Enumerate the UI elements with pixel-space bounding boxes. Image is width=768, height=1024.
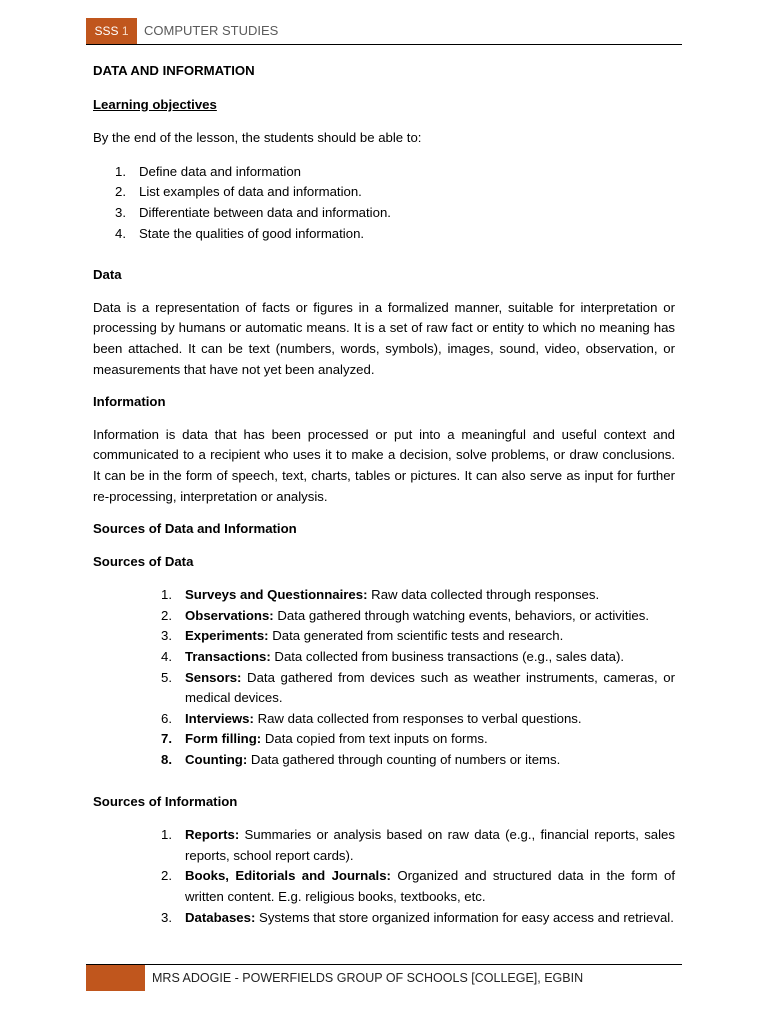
item-desc: Raw data collected from responses to verbal questions. — [253, 710, 582, 726]
footer-accent-block — [86, 965, 145, 991]
item-number: 3. — [161, 909, 172, 925]
item-text: Differentiate between data and information. — [139, 204, 391, 220]
item-desc: Data gathered from devices such as weather instruments, cameras, or medical devices. — [185, 669, 675, 706]
item-number: 4. — [161, 649, 172, 665]
item-desc: Systems that store organized information for easy access and retrieval. — [255, 909, 674, 925]
objectives-heading: Learning objectives — [93, 96, 217, 112]
item-term: Form filling: — [185, 731, 262, 747]
item-term: Interviews: — [185, 710, 254, 726]
list-item — [139, 825, 675, 866]
list-item — [139, 729, 675, 750]
data-paragraph: Data is a representation of facts or figures in a formalized manner, suitable for interpretation or processing by humans or automatic means. It is a set of raw fact or entity to which no meaning has been attached. It can be text (numbers, words, symbols), images, sound, video, observation, or measurements that have not yet been analyzed. — [93, 299, 675, 377]
item-term: Surveys and Questionnaires: — [185, 587, 368, 603]
item-desc: Summaries or analysis based on raw data (e.g., financial reports, sales reports, school report cards). — [185, 827, 675, 863]
objectives-intro: By the end of the lesson, the students should be able to: — [93, 130, 422, 146]
document-body — [93, 61, 675, 928]
list-item — [139, 647, 675, 668]
objectives-list — [93, 162, 675, 244]
information-heading: Information — [93, 394, 166, 410]
list-item — [139, 626, 675, 647]
item-text: List examples of data and information. — [139, 184, 362, 200]
item-text: Define data and information — [139, 163, 302, 179]
list-item — [139, 709, 675, 730]
item-term: Experiments: — [185, 628, 269, 644]
class-label: SSS — [94, 24, 119, 38]
list-item — [93, 162, 675, 183]
item-number: 2. — [115, 184, 126, 200]
list-item — [139, 585, 675, 606]
item-number: 3. — [161, 628, 172, 644]
item-term: Sensors: — [185, 669, 242, 685]
list-item — [139, 908, 675, 929]
list-item — [93, 203, 675, 224]
sources-of-data-heading: Sources of Data — [93, 553, 194, 569]
item-number: 1. — [115, 163, 126, 179]
page-footer — [86, 964, 682, 991]
sources-of-data-list — [93, 585, 675, 770]
lesson-title: DATA AND INFORMATION — [93, 63, 255, 78]
item-term: Observations: — [185, 607, 274, 623]
item-desc: Data copied from text inputs on forms. — [261, 731, 488, 747]
item-desc: Organized and structured data in the form of written content. E.g. religious books, textbooks, etc. — [185, 868, 675, 904]
item-desc: Data gathered through counting of numbers or items. — [247, 752, 561, 768]
list-item — [139, 668, 675, 709]
item-number: 3. — [115, 204, 126, 220]
class-badge — [86, 18, 137, 44]
item-number: 7. — [161, 731, 172, 747]
item-term: Reports: — [185, 827, 240, 843]
item-number: 6. — [161, 710, 172, 726]
footer-text: MRS ADOGIE - POWERFIELDS GROUP OF SCHOOLS [COLLEGE], EGBIN — [152, 971, 584, 985]
item-number: 4. — [115, 225, 126, 241]
sources-heading: Sources of Data and Information — [93, 521, 297, 537]
list-item — [139, 606, 675, 627]
page-header — [86, 18, 682, 45]
subject-title: COMPUTER STUDIES — [144, 23, 279, 38]
item-desc: Raw data collected through responses. — [367, 587, 600, 603]
item-term: Databases: — [185, 909, 256, 925]
data-heading: Data — [93, 267, 122, 283]
item-term: Books, Editorials and Journals: — [185, 868, 391, 884]
sources-of-information-heading: Sources of Information — [93, 793, 238, 809]
item-number: 1. — [161, 827, 172, 843]
list-item — [93, 182, 675, 203]
list-item — [139, 866, 675, 907]
item-number: 2. — [161, 868, 172, 884]
item-number: 5. — [161, 669, 172, 685]
class-number: 1 — [121, 24, 129, 38]
item-text: State the qualities of good information. — [139, 225, 365, 241]
item-number: 2. — [161, 607, 172, 623]
information-paragraph: Information is data that has been processed or put into a meaningful and useful context and communicated to a recipient who uses it to make a decision, solve problems, or draw conclusions. It can be in the form of speech, text, charts, tables or pictures. It can also serve as input for further re-processing, interpretation or analysis. — [93, 426, 675, 504]
list-item — [139, 750, 675, 771]
item-number: 8. — [161, 752, 172, 768]
item-desc: Data gathered through watching events, behaviors, or activities. — [273, 607, 650, 623]
item-desc: Data generated from scientific tests and research. — [268, 628, 564, 644]
item-term: Transactions: — [185, 649, 271, 665]
list-item — [93, 224, 675, 245]
item-desc: Data collected from business transactions (e.g., sales data). — [270, 649, 625, 665]
item-number: 1. — [161, 587, 172, 603]
sources-of-information-list — [93, 825, 675, 928]
item-term: Counting: — [185, 752, 248, 768]
